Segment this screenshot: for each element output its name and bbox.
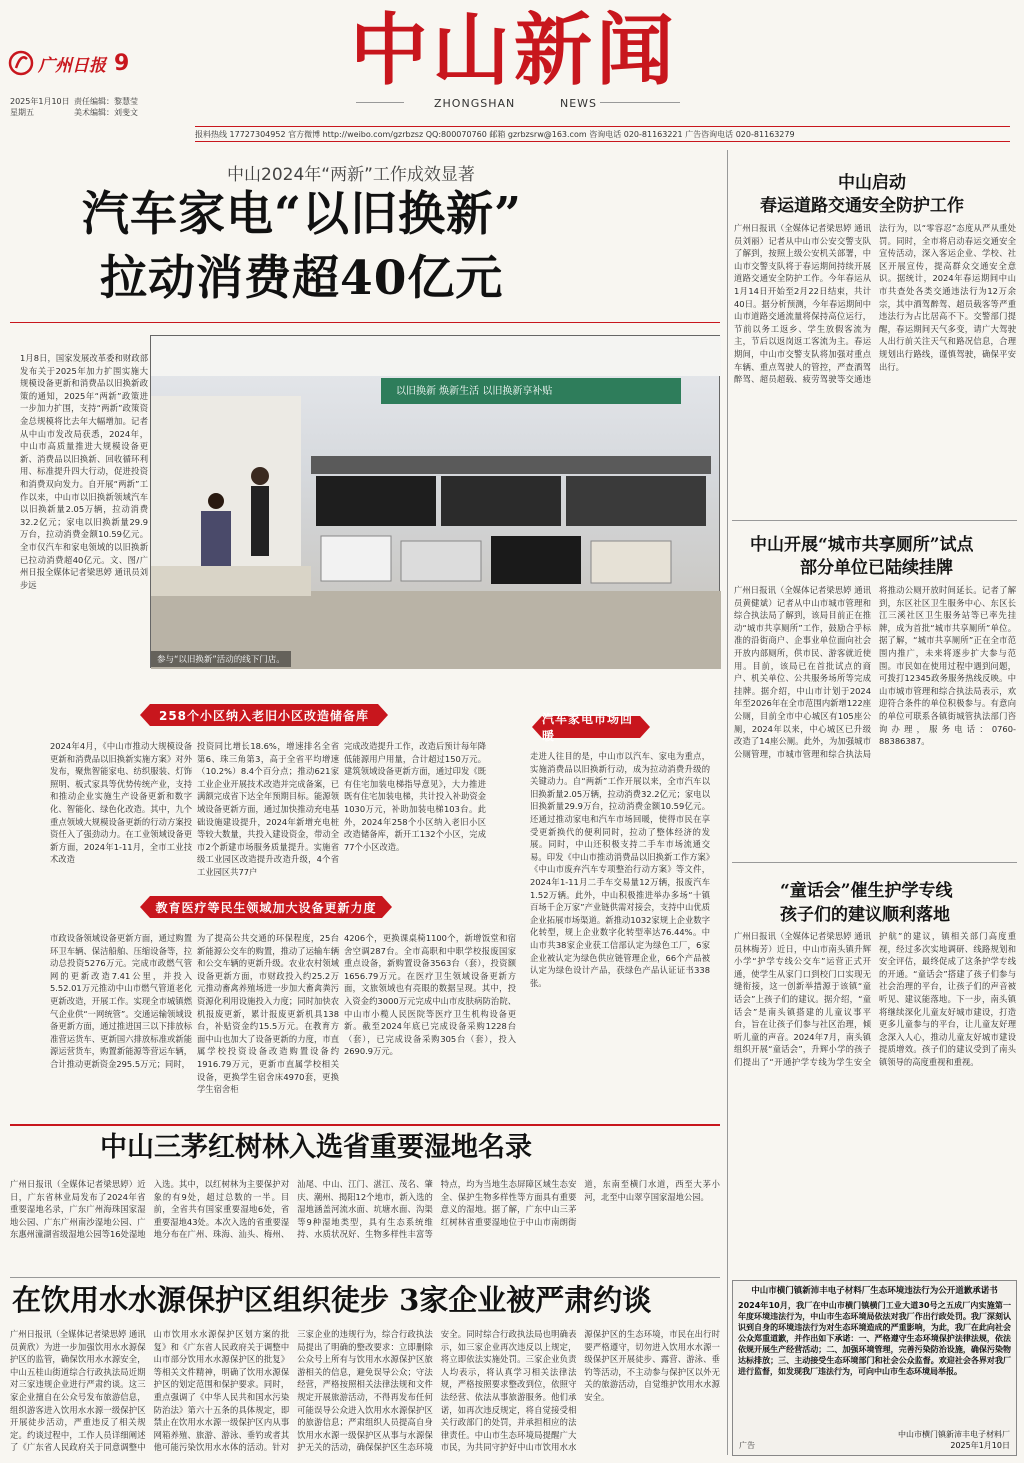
- toilet-headline-1: 中山开展“城市共享厕所”试点: [750, 535, 974, 555]
- children-headline-2: 孩子们的建议顺利落地: [780, 905, 950, 925]
- lead-bottom-rule: [10, 1124, 720, 1126]
- section-ribbon-market: 汽车家电市场回暖: [542, 716, 640, 738]
- notice-title: 中山市横门镇新沛丰电子材料厂生态环境违法行为公开道歉承诺书: [751, 1286, 998, 1296]
- mangrove-headline: 中山三茅红树林入选省重要湿地名录: [100, 1132, 532, 1163]
- lead-rule: [10, 322, 720, 323]
- lead-intro: 1月8日，国家发展改革委和财政部发布关于2025年加力扩围实施大规模设备更新和消费品以旧换新政策的通知，2025年“两新”政策进一步加力扩围，支持“两新”政策资金总规模将比去年大幅增加。记者从中山市发改局获悉，2024年，中山市高质量推进大规模设备更新、消费品以旧换新、回收循环利用、标准提升四大行动，促进投资和消费双向发力。自开展“两新”工作以来，中山市以旧换新领域汽车以旧换新量2.05万辆，拉动消费32.2亿元；家电以旧换新量29.9万台，拉动消费金额10.59亿元。全市仅汽车和家电领域的以旧换新已拉动消费超40亿元。文、图/广州日报全媒体记者梁思婷 通讯员刘步远: [20, 353, 148, 590]
- toilet-headline-2: 部分单位已陆续挂牌: [800, 558, 953, 578]
- renovation-col-1: 2024年4月，《中山市推动大规模设备更新和消费品以旧换新实施方案》对外发布，聚焦智能家电、纺织服装、灯饰照明、板式家具等优势传统产业，支持和推动企业实施生产设备更新和数字化、智能化、绿色化改造。其中，九个重点领域大规模设备更新的行动方案投资任入了强劲动力。在工业领域设备更新方面，2024年1-11月，全市工业技术改造: [50, 741, 192, 865]
- notice-signature: 中山市横门镇新沛丰电子材料厂: [898, 1430, 1010, 1439]
- market-text: 走进人往目的是，中山市以汽车、家电为重点，实施消费品以旧换新行动，成为拉动消费升级的关键动力。自“两新”工作开展以来，全市汽车以旧换新量2.05万辆，拉动消费32.2亿元；家电以旧换新量29.9万台，拉动消费金额10.59亿元。还通过推动家电和汽车市场回暖，使得市民在享受更新换代的便利同时，拉动了整体经济的发展。同时，中山还积极支持二手车市场流通交易。印发《中山市推动消费品以旧换新工作方案》《中山市废弃汽车专项整治行动方案》等文件，2024年1-11月二手车交易量12万辆，报废汽车1.52万辆。此外，中山积极推进举办多场“十镇百场千企万家”产业链供需对接会，支持中山优质企业拓展市场渠道。新推动1032家规上企业数字化转型，规上企业数字化转型率达76.44%。中山市共38家企业获工信部认定为绿色工厂，6家企业被认定为绿色供应链管理企业，66个产品被认定为绿色设计产品，获绿色产品认证证书338张。: [530, 751, 710, 988]
- transport-rule: [732, 520, 1017, 521]
- medical-col-3: 4206个，更换课桌椅1100个，新增饭堂和宿舍空调287台。全市高职和中职学校报废国家重点设备，新购置设备3563台（套），投资额1656.79万元。在医疗卫生领域设备更新方面，文旅领域也有亮眼的数据呈现。其中，投入资金约3000万元完成中山市皮肤病防治院、中山市小榄人民医院等医疗卫生机构设备更新。截至2024年底已完成设备采购1228台（套），已完成设备采购305台（套），投入2690.9万元。: [344, 933, 516, 1057]
- section-ribbon-renovation: 258个小区纳入老旧小区改造储备库: [150, 704, 378, 726]
- issue-date: [10, 96, 70, 118]
- notice-date: 2025年1月10日: [950, 1441, 1010, 1450]
- page-title: 中山新闻: [350, 5, 679, 96]
- date-text: 2025年1月10日: [10, 97, 70, 106]
- toilet-text: 广州日报讯（全媒体记者梁思婷 通讯员黄健斌）记者从中山市城市管理和综合执法局了解到，该局目前正在推动“城市共享厕所”工作，鼓励合乎标准的沿街商户、企事业单位面向社会开放内部厕所，供市民、游客就近使用。目前，该局已在首批试点的商户、机关单位、公共服务场所等完成挂牌。据介绍，中山市计划于2024年至2026年在全市范围内新增122座公厕，目前全市中心城区有105座公厕，2024年以来，中心城区已升级改造了14座公厕。此外，为加强城市公厕管理，市城市管理和综合执法局将推动公厕开放时间延长。记者了解到，东区社区卫生服务中心、东区长江三溪社区卫生服务站等已率先挂牌，成为首批“城市共享厕所”单位。据了解，“城市共享厕所”正在全市范围内推广，未来将逐步扩大参与范围。市民如在使用过程中遇到问题，可拨打12345政务服务热线反映。中山市城市管理和综合执法局表示，欢迎符合条件的单位积极参与。有意向的单位可联系各镇街城管执法部门咨询办理，服务电话：0760-88386387。: [734, 585, 1016, 759]
- children-headline-1: “童话会”催生护学专线: [780, 881, 953, 901]
- lead-headline-1: 汽车家电“以旧换新”: [82, 187, 523, 242]
- lead-headline-2: 拉动消费超40亿元: [100, 251, 504, 306]
- transport-text: 广州日报讯（全媒体记者梁思婷 通讯员刘丽）记者从中山市公安交警支队了解到，按照上级公安机关部署，中山市交警支队将于春运期间持续开展道路交通安全防护工作。今年春运从1月14日开始至2月22日结束，共计40日。据分析预测，今年春运期间中山市道路交通流量将保持高位运行，节前以务工返乡、学生放假客流为主，节后以返岗返工客流为主。春运期间，中山市交警支队将加强对重点车辆、重点驾驶人的管控，严查酒驾醉驾、超员超载、疲劳驾驶等交通违法行为，以“零容忍”态度从严从重处罚。同时，全市将启动春运交通安全宣传活动，深入客运企业、学校、社区开展宣传，提高群众交通安全意识。据统计，2024年春运期间中山市共查处各类交通违法行为12万余宗，其中酒驾醉驾、超员载客等严重违法行为占比居高不下。交警部门提醒，春运期间天气多变，请广大驾驶人出行前关注天气和路况信息，合理规划出行路线，谨慎驾驶，确保平安出行。: [734, 223, 1016, 385]
- mangrove-rule: [10, 1277, 720, 1278]
- page-number: 9: [114, 50, 130, 76]
- notice-body: 2024年10月，我厂在中山市横门镇横门工业大道30号之五成厂内实施第一年度环境违法行为，中山市生态环境局依法对我厂作出行政处罚。我厂深刻认识到自身的环境违法行为对生态环境造成的严重影响，为此，我厂在此向社会公众郑重道歉，并作出如下承诺：一、严格遵守生态环境保护法律法规，依法依规开展生产经营活动；二、加强环境管理，完善污染防治设施，确保污染物达标排放；三、主动接受生态环境部门和社会公众监督。欢迎社会各界对我厂进行监督，如发现我厂违法行为，可向中山市生态环境局举报。: [738, 1301, 1011, 1376]
- contact-bar: 报料热线 17727304952 官方微博 http://weibo.com/gzrbzsz QQ:800070760 邮箱 gzrbzsrw@163.com 咨询电话 020-81163221 广告咨询电话 020-81163279: [195, 126, 1010, 142]
- children-text: 广州日报讯（全媒体记者梁思婷 通讯员林梅芳）近日，中山市南头镇升辉小学“护学专线公交车”运营正式开通，使学生从家门口到校门口实现无缝衔接，这一创新举措源于该镇“童话会”上孩子们的建议。据介绍，“童话会”是南头镇搭建的儿童议事平台，旨在让孩子们参与社区治理，倾听儿童的声音。2024年7月，南头镇组织开展“童话会”，升辉小学的孩子们提出了“开通护学专线为学生安全护航”的建议，镇相关部门高度重视，经过多次实地调研、线路规划和安全评估，最终促成了这条护学专线的开通。“童话会”搭建了孩子们参与社会治理的平台，让孩子们的声音被听见、建议能落地。下一步，南头镇将继续深化儿童友好城市建设，打造更多儿童参与的平台，让儿童友好理念深入人心，推动儿童友好城市建设提质增效。孩子们的建议受到了南头镇领导的高度重视和重视。: [734, 931, 1016, 1067]
- section-ribbon-medical: 教育医疗等民生领域加大设备更新力度: [150, 896, 382, 918]
- toilet-rule: [732, 862, 1017, 863]
- photo-caption: 参与“以旧换新”活动的线下门店。: [151, 651, 291, 667]
- apology-notice: [732, 1280, 1017, 1456]
- designer-text: 美术编辑：刘斐文: [74, 108, 138, 117]
- lead-photo: [150, 335, 720, 668]
- editor-text: 责任编辑：黎慧莹: [74, 97, 138, 106]
- weekday-text: 星期五: [10, 108, 34, 117]
- ad-label: 广告: [739, 1441, 755, 1450]
- transport-headline-1: 中山启动: [838, 173, 906, 193]
- water-headline: 在饮用水水源保护区组织徒步 3家企业被严肃约谈: [12, 1283, 652, 1317]
- renovation-col-3: 完成改造提升工作，改造后预计每年降低能源用户用量，合计超过150万元。建筑领域设备更新方面，通过印发《既有住宅加装电梯指导意见》，大力推进既有住宅加装电梯，共计投入补助资金1030万元，补助加装电梯103台。此外，2024年258个小区纳入老旧小区改造储备库，新开工132个小区，完成77个小区改造。: [344, 741, 486, 852]
- medical-col-2: 为了提高公共交通的环保程度，25台新能源公交车的购置，推动了运输车辆和公交车辆的更新升级。农业农村领域设备更新方面，市财政投入约25.2万元推动畜禽养殖场进一步加大畜禽粪污资源化利用设施投入力度；同时加快农机报废更新，累计报废更新机具138台，补贴资金约15.5万元。在教育方面中山也加大了设备更新的力度，市直属学校投资设备改造购置设备约1916.79万元，更新市直属学校相关设备，更换学生宿舍床4970套，更换学生宿舍柜: [197, 933, 339, 1095]
- water-text: 广州日报讯（全媒体记者梁思婷 通讯员黄欣）为进一步加强饮用水水源保护区的监管，确保饮用水水源安全，中山五桂山街道综合行政执法局近期对三家违规企业进行严肃约谈。这三家企业擅自在公众号发布旅游信息，组织游客进入饮用水水源一级保护区开展徒步活动，严重违反了相关规定。约谈过程中，工作人员详细阐述了《广东省人民政府关于同意调整中山市饮用水水源保护区划方案的批复》和《广东省人民政府关于调整中山市部分饮用水水源保护区的批复》等相关文件精神，明确了饮用水源保护区的划定范围和保护要求。同时，重点强调了《中华人民共和国水污染防治法》第六十五条的具体规定，即禁止在饮用水水源一级保护区内从事网箱养殖、旅游、游泳、垂钓或者其他可能污染饮用水水体的活动。针对三家企业的违规行为，综合行政执法局提出了明确的整改要求：立即删除公众号上所有与饮用水水源保护区旅游相关的信息，避免误导公众；守法经营，严格按照相关法律法规和文件规定开展旅游活动，不得再发布任何可能误导公众进入饮用水水源保护区的旅游信息；严肃组织人员提高自身饮用水水源一级保护区从事与水源保护无关的活动，确保保护区生态环境安全。同时综合行政执法局也明确表示，如三家企业再次违反以上规定，将立即依法实施处罚。三家企业负责人均表示，将认真学习相关法律法规，严格按照要求整改到位，依照守法经营、依法从事旅游服务。他们承诺，如再次违反规定，将自觉接受相关行政部门的处罚，并承担相应的法律责任。中山市生态环境局提醒广大市民，为共同守护好中山市饮用水水源保护区的生态环境，市民在出行时要严格遵守，切勿进入饮用水水源一级保护区开展徒步、露营、游泳、垂钓等活动，不主动参与保护区以外无关的旅游活动，自觉维护饮用水水源安全。: [10, 1329, 720, 1453]
- right-column-divider: [727, 150, 728, 1455]
- masthead-logo: [8, 48, 143, 78]
- mangrove-text: 广州日报讯（全媒体记者梁思婷）近日，广东省林业局发布了2024年省重要湿地名录，广东广州海珠国家湿地公园、广东广州南沙湿地公园、广东惠州潼湖省级湿地公园等16处湿地入选。其中，以红树林为主要保护对象的有9处，超过总数的一半。目前，全省共有国家重要湿地6处，省重要湿地43处。本次入选的省重要湿地分布在广州、珠海、汕头、梅州、汕尾、中山、江门、湛江、茂名、肇庆、潮州、揭阳12个地市，新入选的湿地涵盖河流水面、坑塘水面、沟渠等9种湿地类型，具有生态系统维持、水质状况好、生物多样性丰富等特点，均为当地生态屏障区域生态安全、保护生物多样性等方面具有重要意义的湿地。据了解，广东中山三茅红树林省重要湿地位于中山市南朗街道，东南至横门水道，西至大茅小河，北至中山翠亨国家湿地公园。: [10, 1179, 720, 1240]
- transport-headline-2: 春运道路交通安全防护工作: [760, 196, 964, 216]
- title-rule-right: [600, 102, 680, 103]
- store-banner: 以旧换新 焕新生活 以旧换新享补贴: [396, 386, 553, 397]
- title-pinyin-left: ZHONGSHAN: [434, 97, 516, 110]
- editor-credits: [74, 96, 138, 118]
- renovation-col-2: 投资同比增长18.6%，增速排名全省第6、珠三角第3，高于全省平均增速（10.2%）8.4个百分点；推动621家工业企业开展技术改造并完成备案，已满额完成省下达全年预期目标。能源领域设备更新方面，通过加快推动充电基础设施建设提升，2024年新增充电桩等较大数量，共投入建设资金，带动全市2个新建市场服务质量提升。实施省级工业园区改造提升改造升级，4个省工业园区共77户: [197, 741, 339, 877]
- title-pinyin-right: NEWS: [560, 97, 598, 110]
- title-rule-left: [356, 102, 404, 103]
- lead-kicker: 中山2024年“两新”工作成效显著: [227, 165, 475, 185]
- newspaper-logo-text: 广州日报: [38, 55, 106, 76]
- medical-col-1: 市政设备领域设备更新方面，通过购置环卫车辆、保洁船舶、压缩设备等，拉动总投资5276万元。完成市政燃气管网的更新改造7.41公里，并投入5.52.01万元推动中山市燃气管道老化更新改造，开展工作。实现全市城镇燃气企业供“一网统管”。交通运输领域设备更新方面，通过推进国三以下排放标准营运货车、更新国六排放标准或新能源运营货车，购置新能源等营运车辆，合计推动更新资金295.5万元；同时，: [50, 933, 192, 1069]
- newspaper-logo-icon: [8, 50, 34, 76]
